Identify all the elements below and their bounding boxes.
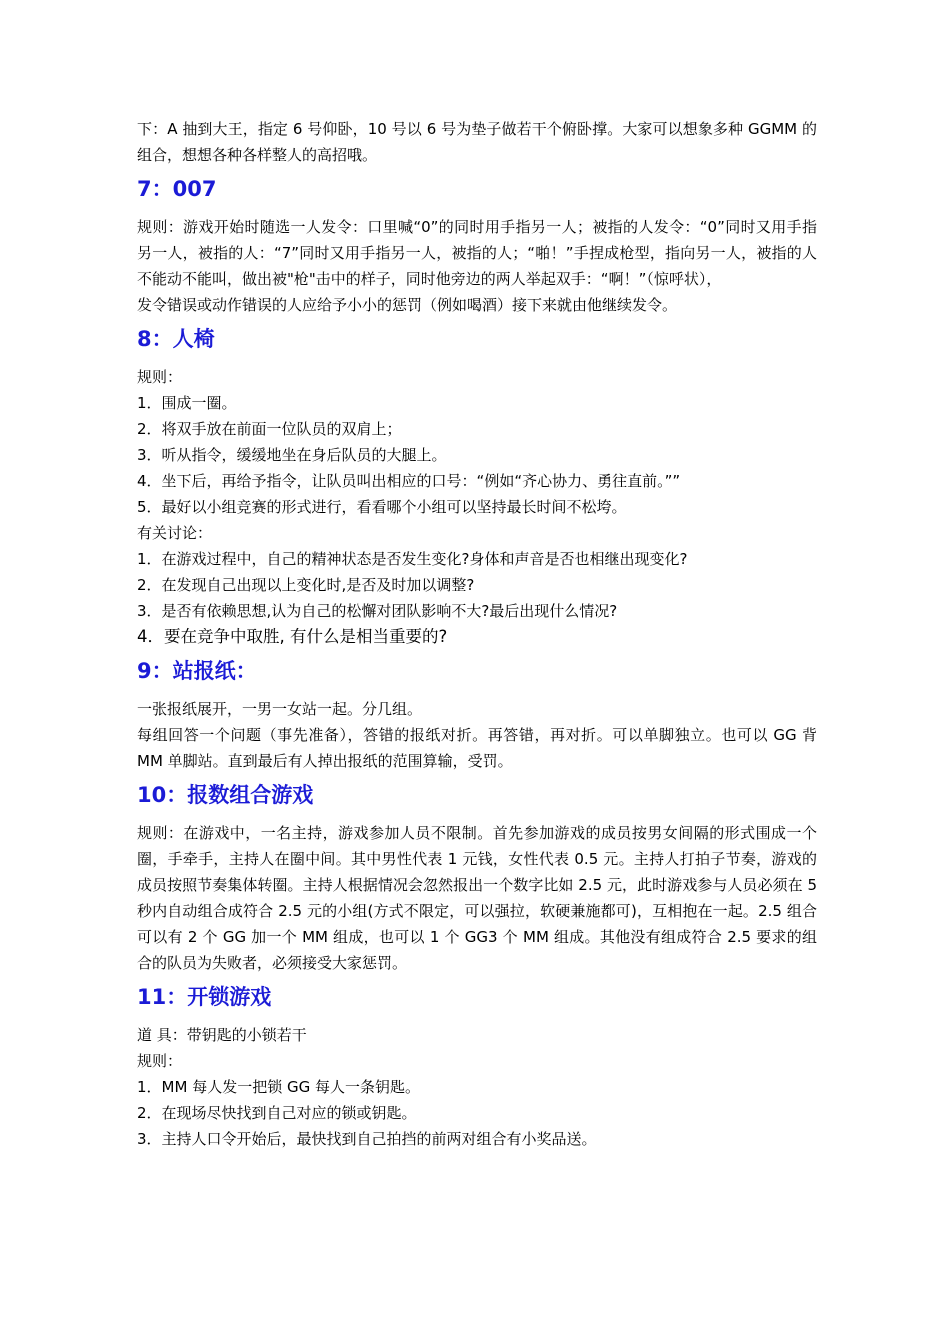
list-item: 1．在游戏过程中，自己的精神状态是否发生变化?身体和声音是否也相继出现变化? [137, 550, 688, 568]
list-item: 1．MM 每人发一把锁 GG 每人一条钥匙。 [137, 1078, 420, 1096]
section-9-heading: 9：站报纸： [137, 659, 257, 683]
section-8-rules-list [137, 390, 817, 520]
section-10-rules: 规则：在游戏中，一名主持，游戏参加人员不限制。首先参加游戏的成员按男女间隔的形式围成一个圈，手牵手，主持人在圈中间。其中男性代表 1 元钱，女性代表 0.5 元。主持人打拍子节奏，游戏的成员按照节奏集体转圈。主持人根据情况会忽然报出一个数字比如 2.5 元，此时游戏参与人员必须在 5 秒内自动组合成符合 2.5 元的小组(方式不限定，可以强拉，软硬兼施都可)，互相抱在一起。2.5 组合可以有 2 个 GG 加一个 MM 组成，也可以 1 个 GG3 个 MM 组成。其他没有组成符合 2.5 要求的组合的队员为失败者，必须接受大家惩罚。 [137, 824, 817, 972]
section-8-rules-label: 规则： [137, 368, 183, 386]
section-10-heading: 10：报数组合游戏 [137, 783, 314, 807]
section-8-discussion-label: 有关讨论： [137, 524, 213, 542]
document-body [137, 116, 817, 1152]
list-item: 3．听从指令，缓缓地坐在身后队员的大腿上。 [137, 446, 447, 464]
list-item: 2．将双手放在前面一位队员的双肩上； [137, 420, 402, 438]
section-11-heading: 11：开锁游戏 [137, 985, 272, 1009]
section-11-rules-list [137, 1074, 817, 1152]
list-item: 5．最好以小组竞赛的形式进行，看看哪个小组可以坚持最长时间不松垮。 [137, 498, 627, 516]
list-item: 4．要在竞争中取胜, 有什么是相当重要的? [137, 627, 448, 646]
section-8-discussion-list [137, 546, 817, 650]
section-11-props: 道 具：带钥匙的小锁若干 [137, 1026, 307, 1044]
list-item: 3．主持人口令开始后，最快找到自己拍挡的前两对组合有小奖品送。 [137, 1130, 597, 1148]
section-8-heading: 8：人椅 [137, 327, 215, 351]
section-9-line-1: 一张报纸展开，一男一女站一起。分几组。 [137, 700, 423, 718]
intro-paragraph: 下：A 抽到大王，指定 6 号仰卧，10 号以 6 号为垫子做若干个俯卧撑。大家可以想象多种 GGMM 的组合，想想各种各样整人的高招哦。 [137, 120, 817, 164]
section-7-heading: 7：007 [137, 177, 217, 201]
list-item: 4．坐下后，再给予指令，让队员叫出相应的口号：“例如“齐心协力、勇往直前。”” [137, 472, 681, 490]
section-7-penalty: 发令错误或动作错误的人应给予小小的惩罚（例如喝酒）接下来就由他继续发令。 [137, 296, 678, 314]
section-11-rules-label: 规则： [137, 1052, 183, 1070]
list-item: 2．在现场尽快找到自己对应的锁或钥匙。 [137, 1104, 417, 1122]
list-item: 3．是否有依赖思想,认为自己的松懈对团队影响不大?最后出现什么情况? [137, 602, 618, 620]
section-7-rules: 规则：游戏开始时随选一人发令：口里喊“0”的同时用手指另一人；被指的人发令：“0”同时又用手指另一人，被指的人：“7”同时又用手指另一人，被指的人；“啪！”手捏成枪型，指向另一人，被指的人不能动不能叫，做出被"枪"击中的样子，同时他旁边的两人举起双手：“啊！”（惊呼状）， [137, 218, 817, 288]
list-item: 1．围成一圈。 [137, 394, 237, 412]
section-9-line-2: 每组回答一个问题（事先准备），答错的报纸对折。再答错，再对折。可以单脚独立。也可以 GG 背 MM 单脚站。直到最后有人掉出报纸的范围算输，受罚。 [137, 726, 817, 770]
list-item: 2．在发现自己出现以上变化时,是否及时加以调整? [137, 576, 475, 594]
